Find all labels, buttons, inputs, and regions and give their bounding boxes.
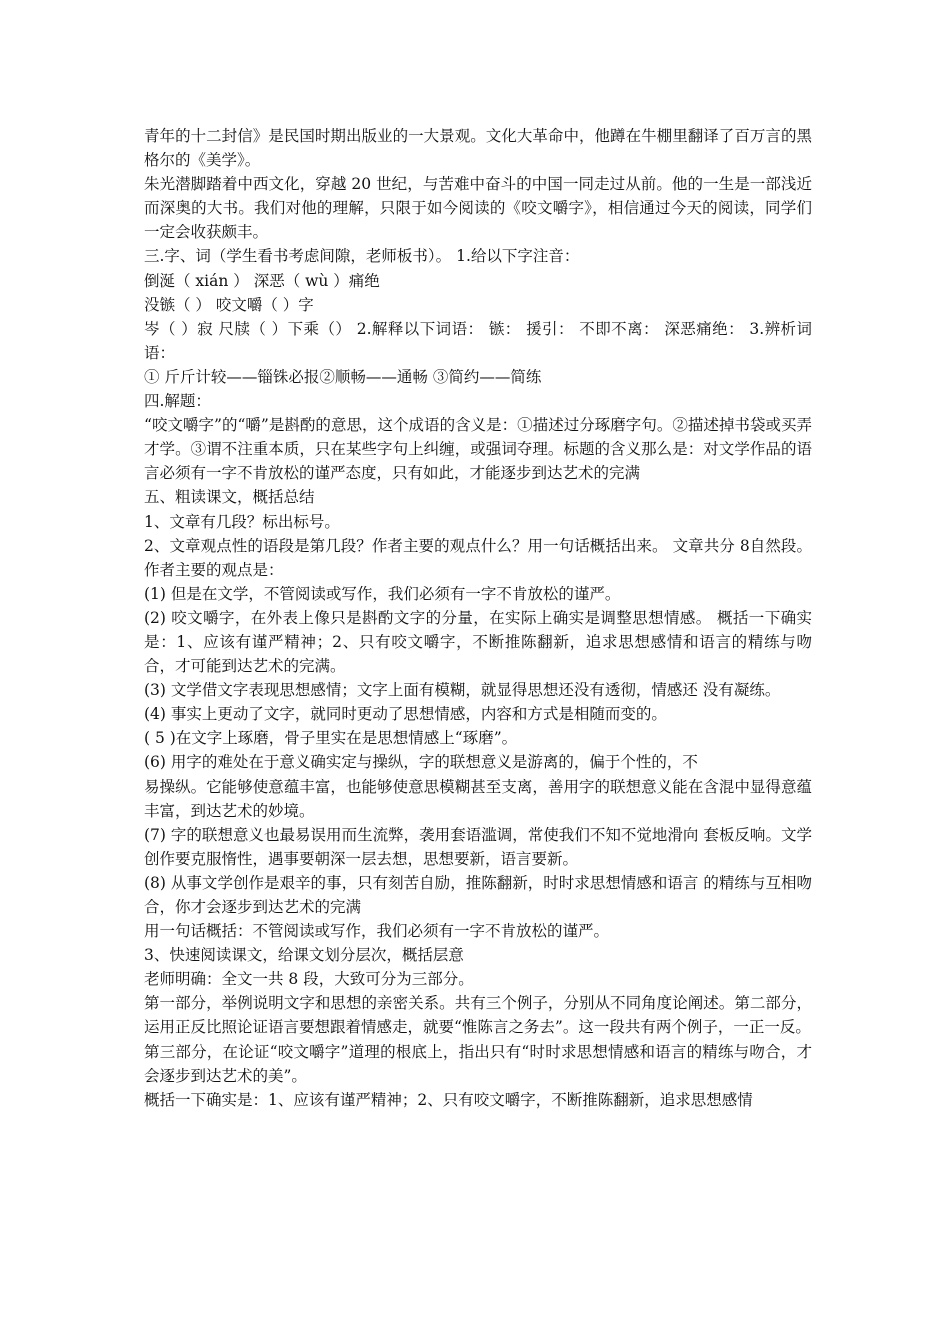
paragraph: 朱光潜脚踏着中西文化，穿越 20 世纪，与苦难中奋斗的中国一同走过从前。他的一生是一部浅近而深奥的大书。我们对他的理解，只限于如今阅读的《咬文嚼字》，相信通过今天的阅读，同学们一定会收获颇丰。 — [144, 175, 812, 242]
paragraph: “咬文嚼字”的“嚼”是斟酌的意思，这个成语的含义是：①描述过分琢磨字句。②描述掉书袋或买弄才学。③谓不注重本质，只在某些字句上纠缠，或强词夺理。标题的含义那么是：对文学作品的语言必须有一字不肯放松的谨严态度，只有如此，才能逐步到达艺术的完满 — [144, 416, 812, 483]
paragraph: 概括一下确实是：1、应该有谨严精神；2、只有咬文嚼字，不断推陈翻新，追求思想感情 — [144, 1090, 753, 1109]
paragraph: (4) 事实上更动了文字，就同时更动了思想情感，内容和方式是相随而变的。 — [144, 705, 667, 724]
paragraph: 第一部分，举例说明文字和思想的亲密关系。共有三个例子，分别从不同角度论阐述。第二部分，运用正反比照论证语言要想跟着情感走，就要“惟陈言之务去”。这一段共有两个例子，一正一反。 — [144, 994, 812, 1037]
paragraph: (1) 但是在文学，不管阅读或写作，我们必须有一字不肯放松的谨严。 — [144, 584, 621, 603]
paragraph: 3、快速阅读课文，给课文划分层次，概括层意 — [144, 946, 464, 965]
paragraph: 三.字、词（学生看书考虑间隙，老师板书）。 1.给以下字注音： — [144, 247, 580, 266]
paragraph: 2、文章观点性的语段是第几段？作者主要的观点什么？用一句话概括出来。 文章共分 8自然段。 作者主要的观点是： — [144, 536, 812, 579]
paragraph: (8) 从事文学创作是艰辛的事，只有刻苦自励，推陈翻新，时时求思想情感和语言 的精练与互相吻合，你才会逐步到达艺术的完满 — [144, 873, 812, 916]
document-body — [144, 124, 812, 1112]
paragraph: (3) 文学借文字表现思想感情；文字上面有模糊，就显得思想还没有透彻，情感还 没有凝练。 — [144, 681, 781, 700]
paragraph: (6) 用字的难处在于意义确实定与操纵，字的联想意义是游离的，偏于个性的，不 — [144, 753, 698, 772]
paragraph: 岑（ ）寂 尺牍（ ）下乘（） 2.解释以下词语： 镞： 援引： 不即不离： 深恶痛绝： 3.辨析词语： — [144, 319, 812, 362]
paragraph: 第三部分，在论证“咬文嚼字”道理的根底上，指出只有“时时求思想情感和语言的精练与吻合，才会逐步到达艺术的美”。 — [144, 1042, 812, 1085]
paragraph: ① 斤斤计较——锱铢必报②顺畅——通畅 ③简约——简练 — [144, 367, 542, 386]
paragraph: (7) 字的联想意义也最易误用而生流弊，袭用套语滥调，常使我们不知不觉地滑向 套板反响。文学创作要克服惰性，遇事要朝深一层去想，思想要新，语言要新。 — [144, 825, 812, 868]
paragraph: 老师明确：全文一共 8 段，大致可分为三部分。 — [144, 970, 474, 989]
paragraph: 易操纵。它能够使意蕴丰富，也能够使意思模糊甚至支离，善用字的联想意义能在含混中显得意蕴丰富，到达艺术的妙境。 — [144, 777, 812, 820]
paragraph: 五、粗读课文，概括总结 — [144, 488, 315, 507]
paragraph: 青年的十二封信》是民国时期出版业的一大景观。文化大革命中，他蹲在牛棚里翻译了百万言的黑格尔的《美学》。 — [144, 127, 812, 170]
paragraph: 倒涎（ xián ） 深恶（ wù ）痛绝 — [144, 271, 380, 290]
paragraph: ( 5 )在文字上琢磨，骨子里实在是思想情感上“琢磨”。 — [144, 729, 518, 748]
paragraph: 用一句话概括：不管阅读或写作，我们必须有一字不肯放松的谨严。 — [144, 922, 610, 941]
paragraph: 1、文章有几段？标出标号。 — [144, 512, 340, 531]
paragraph: 四.解题： — [144, 392, 211, 411]
paragraph: (2) 咬文嚼字，在外表上像只是斟酌文字的分量，在实际上确实是调整思想情感。 概括一下确实是：1、应该有谨严精神；2、只有咬文嚼字，不断推陈翻新，追求思想感情和语言的精练与吻合，才可能到达艺术的完满。 — [144, 608, 812, 676]
paragraph: 没镞（ ） 咬文嚼（ ）字 — [144, 295, 314, 314]
